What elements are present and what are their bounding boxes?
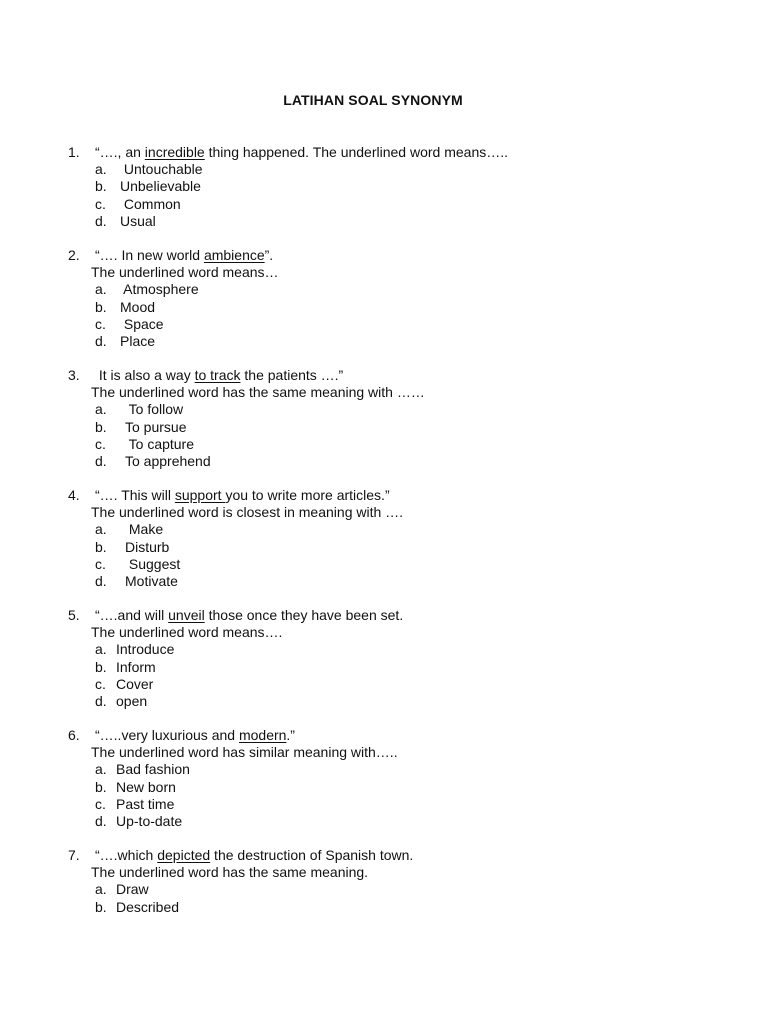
option-letter: d. (95, 212, 107, 229)
option-letter: a. (95, 521, 107, 538)
question-6 (68, 727, 728, 830)
option-text: Bad fashion (116, 761, 190, 778)
underlined-word: ambience (203, 247, 265, 263)
question-4 (68, 487, 728, 590)
option-b (68, 178, 728, 195)
option-text: To follow (125, 401, 184, 418)
option-text: Disturb (125, 538, 170, 555)
option-letter: a. (95, 761, 107, 778)
option-a (68, 161, 728, 178)
question-stem: The underlined word is closest in meaning with …. (91, 504, 404, 521)
option-b (68, 419, 728, 436)
option-text: Common (120, 195, 181, 212)
option-text: Inform (116, 658, 156, 675)
question-number: 1. (68, 144, 80, 160)
question-number: 2. (68, 247, 80, 263)
option-text: Untouchable (120, 161, 203, 178)
prompt-text-before: “…. In new world (95, 247, 204, 263)
question-number: 4. (68, 487, 80, 503)
option-letter: d. (95, 572, 107, 589)
option-b (68, 539, 728, 556)
prompt-text-before: “….which (95, 847, 158, 863)
prompt-text-after: ”. (264, 247, 274, 263)
option-a (68, 881, 728, 898)
option-letter: b. (95, 418, 107, 435)
prompt-text-after: those once they have been set. (204, 607, 404, 623)
option-letter: c. (95, 795, 106, 812)
question-prompt (68, 487, 728, 504)
option-text: To apprehend (125, 452, 211, 469)
option-letter: b. (95, 298, 107, 315)
option-text: Introduce (116, 641, 175, 658)
underlined-word: modern (238, 727, 287, 743)
question-prompt (68, 727, 728, 744)
option-text: Mood (120, 298, 156, 315)
option-a (68, 281, 728, 298)
prompt-text-after: the destruction of Spanish town. (210, 847, 414, 863)
option-text: Space (120, 315, 164, 332)
question-7 (68, 847, 728, 916)
option-letter: c. (95, 435, 106, 452)
option-text: Past time (116, 795, 175, 812)
option-letter: c. (95, 195, 106, 212)
option-text: To capture (125, 435, 195, 452)
option-letter: a. (95, 161, 107, 178)
question-number: 7. (68, 847, 80, 863)
option-a (68, 401, 728, 418)
question-stem: The underlined word means…. (91, 624, 283, 641)
option-letter: d. (95, 812, 107, 829)
option-letter: b. (95, 778, 107, 795)
option-c (68, 316, 728, 333)
option-b (68, 299, 728, 316)
option-c (68, 436, 728, 453)
option-text: Make (125, 521, 164, 538)
option-d (68, 333, 728, 350)
question-prompt (68, 607, 728, 624)
option-letter: d. (95, 452, 107, 469)
option-a (68, 521, 728, 538)
underlined-word: support (174, 487, 226, 503)
option-d (68, 813, 728, 830)
question-number: 5. (68, 607, 80, 623)
prompt-text-before: “…..very luxurious and (95, 727, 239, 743)
prompt-text-before: “…., an (95, 144, 145, 160)
underlined-word: unveil (168, 607, 205, 623)
option-text: Draw (116, 881, 149, 898)
underlined-word: depicted (157, 847, 211, 863)
option-text: open (116, 692, 148, 709)
option-text: Described (116, 898, 180, 915)
question-stem: The underlined word has the same meaning. (91, 864, 369, 881)
option-d (68, 453, 728, 470)
option-c (68, 556, 728, 573)
option-text: Up-to-date (116, 812, 183, 829)
option-letter: a. (95, 641, 107, 658)
question-stem: The underlined word means… (91, 264, 279, 281)
prompt-text-before: It is also a way (95, 367, 195, 383)
option-letter: c. (95, 315, 106, 332)
prompt-text-after: thing happened. The underlined word means….. (204, 144, 509, 160)
question-prompt (68, 847, 728, 864)
question-prompt (68, 144, 728, 161)
option-text: Usual (120, 212, 156, 229)
option-letter: d. (95, 332, 107, 349)
option-letter: b. (95, 178, 107, 195)
question-3 (68, 367, 728, 470)
underlined-word: to track (194, 367, 241, 383)
question-1 (68, 144, 728, 230)
option-b (68, 659, 728, 676)
question-prompt (68, 247, 728, 264)
option-letter: a. (95, 881, 107, 898)
option-c (68, 676, 728, 693)
option-text: Unbelievable (120, 178, 201, 195)
option-a (68, 761, 728, 778)
option-letter: d. (95, 692, 107, 709)
option-text: Place (120, 332, 156, 349)
option-c (68, 196, 728, 213)
option-text: To pursue (125, 418, 187, 435)
option-letter: a. (95, 401, 107, 418)
option-text: New born (116, 778, 176, 795)
prompt-text-after: you to write more articles.” (225, 487, 390, 503)
page-title: LATIHAN SOAL SYNONYM (283, 92, 463, 108)
option-letter: c. (95, 675, 106, 692)
option-letter: b. (95, 658, 107, 675)
prompt-text-after: the patients ….” (240, 367, 344, 383)
option-d (68, 573, 728, 590)
question-5 (68, 607, 728, 710)
option-letter: c. (95, 555, 106, 572)
option-text: Suggest (125, 555, 181, 572)
question-prompt (68, 367, 728, 384)
question-stem: The underlined word has similar meaning with….. (91, 744, 398, 761)
prompt-text-after: .” (286, 727, 295, 743)
option-letter: b. (95, 538, 107, 555)
option-c (68, 796, 728, 813)
question-number: 6. (68, 727, 80, 743)
option-b (68, 899, 728, 916)
underlined-word: incredible (144, 144, 205, 160)
option-text: Cover (116, 675, 154, 692)
option-d (68, 213, 728, 230)
question-number: 3. (68, 367, 80, 383)
question-2 (68, 247, 728, 350)
option-letter: b. (95, 898, 107, 915)
option-text: Motivate (125, 572, 178, 589)
question-stem: The underlined word has the same meaning with …… (91, 384, 425, 401)
option-a (68, 641, 728, 658)
option-b (68, 779, 728, 796)
option-letter: a. (95, 281, 107, 298)
prompt-text-before: “….and will (95, 607, 169, 623)
option-text: Atmosphere (120, 281, 199, 298)
option-d (68, 693, 728, 710)
prompt-text-before: “…. This will (95, 487, 175, 503)
